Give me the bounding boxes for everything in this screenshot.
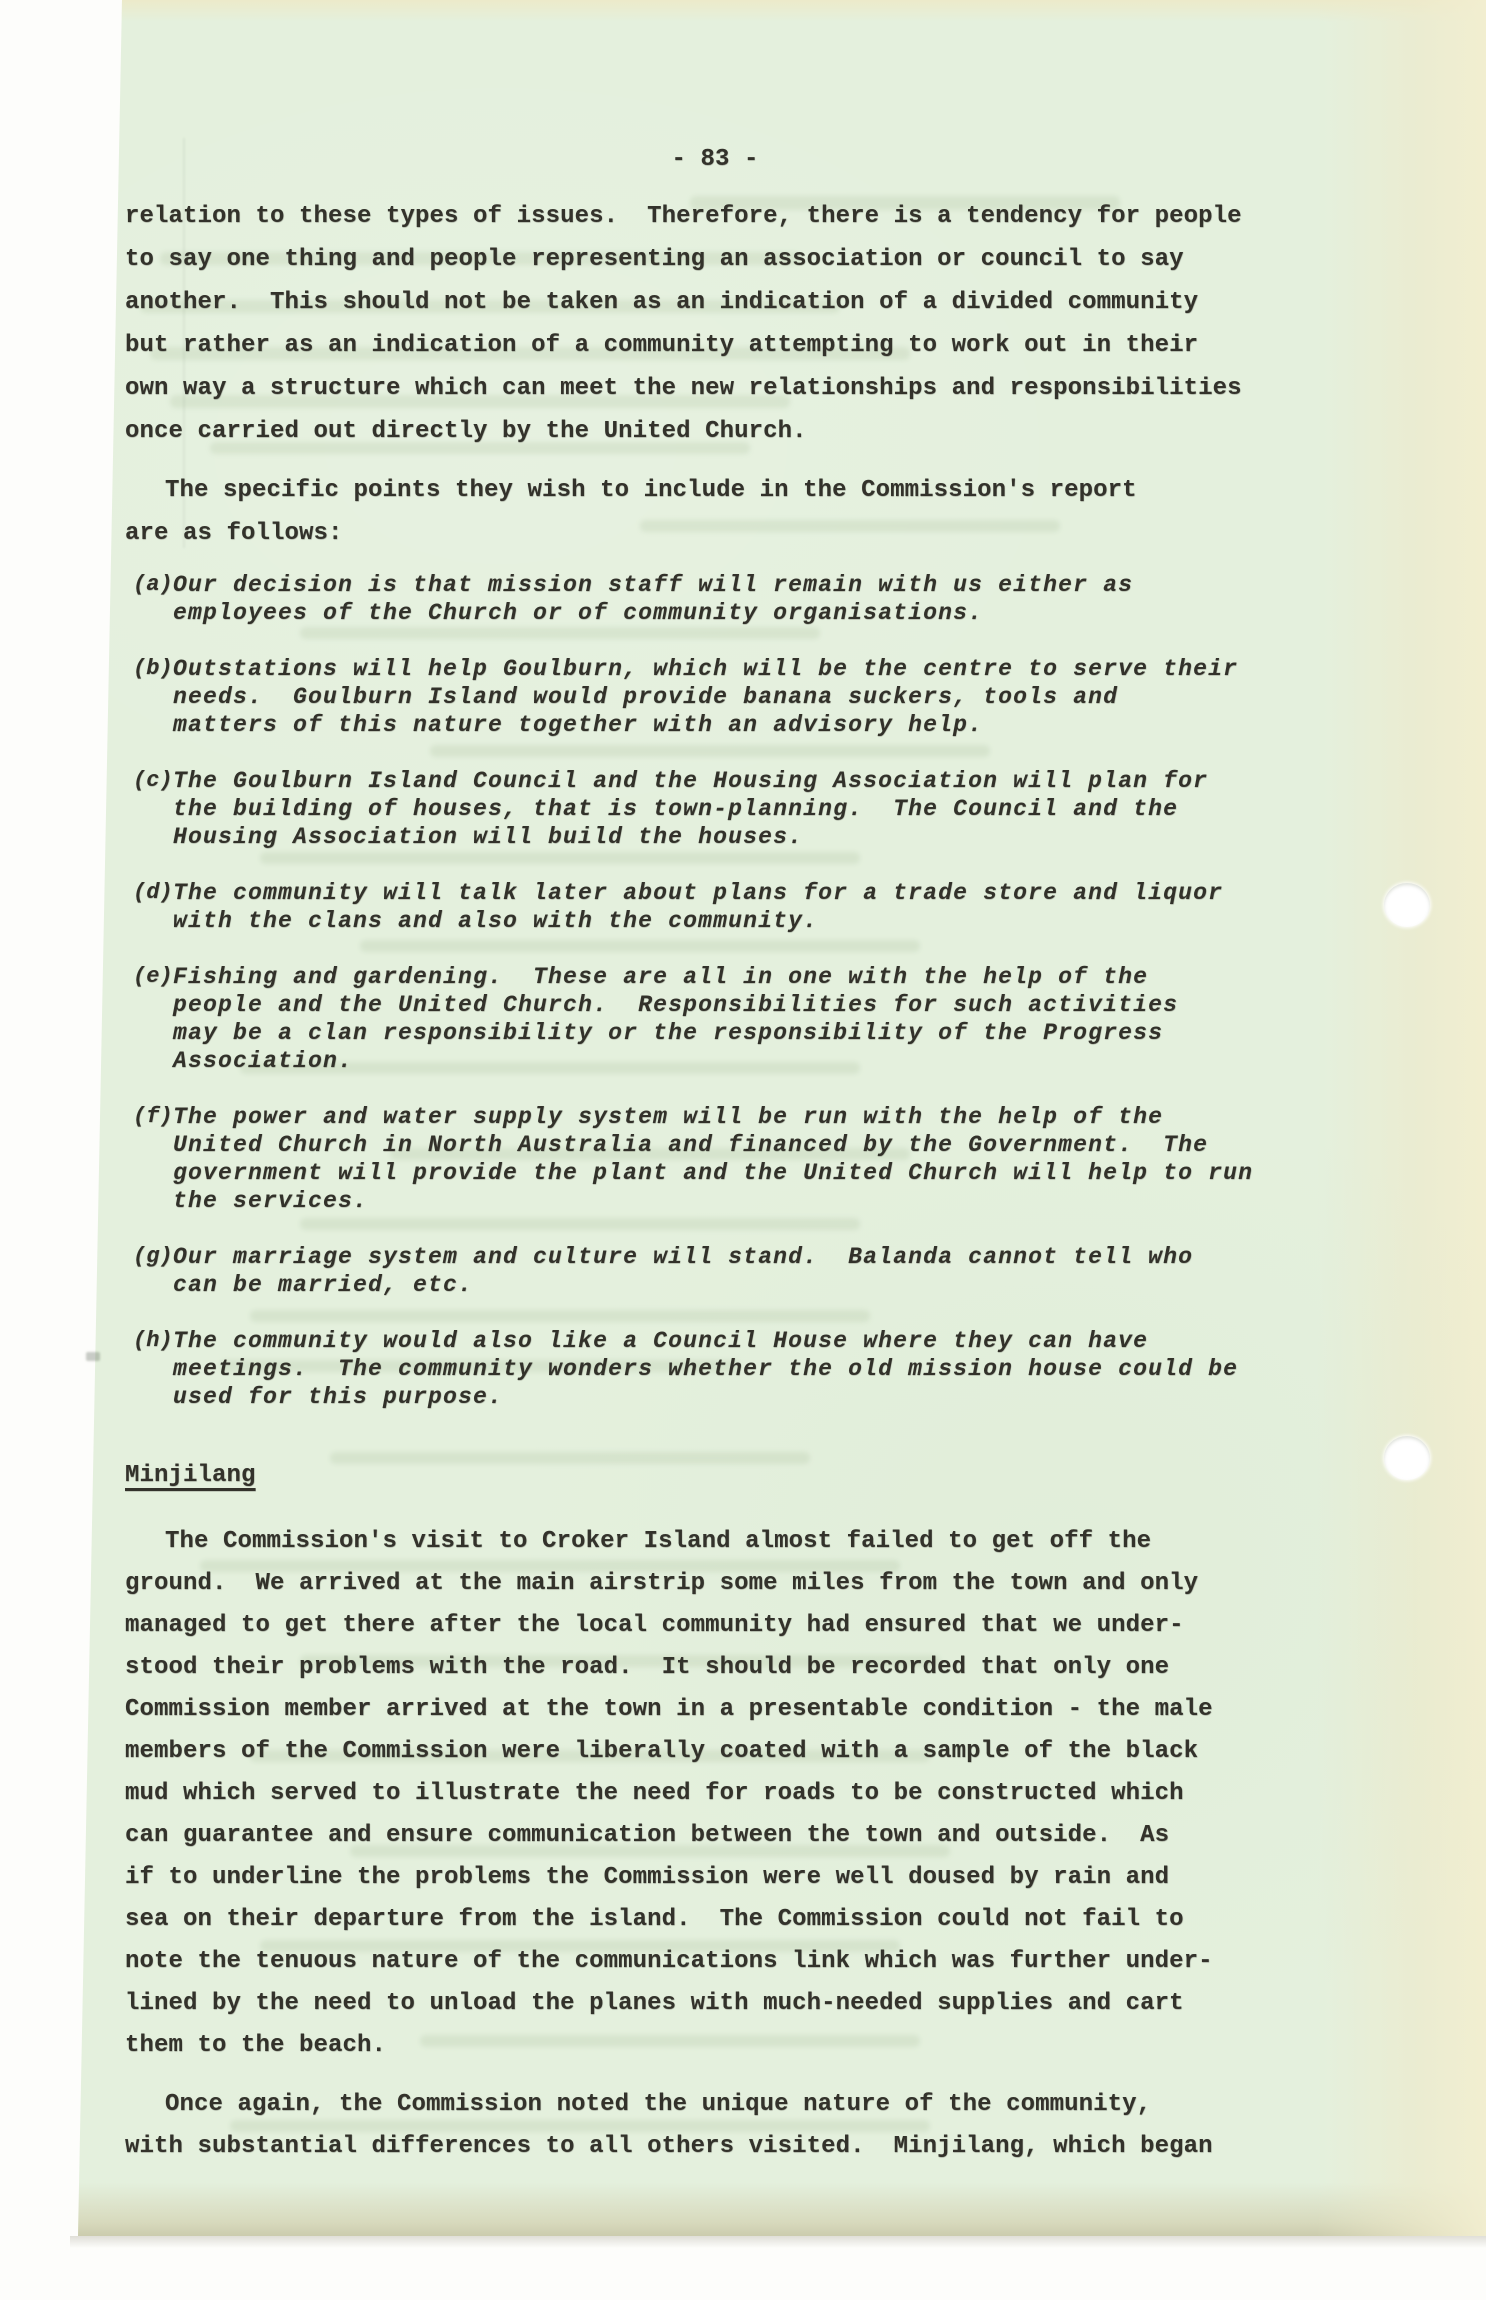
list-item-label: (f)	[133, 1104, 173, 1129]
list-item	[133, 572, 1293, 628]
section-heading-minjilang: Minjilang	[125, 1462, 256, 1489]
list-item-text: The community would also like a Council House where they can have meetings. The community wonders whether the old mission house could be used for this purpose.	[173, 1328, 1239, 1410]
page-number: - 83 -	[671, 146, 759, 173]
list-item-text: The community will talk later about plans for a trade store and liquor with the clans and also with the community.	[173, 880, 1224, 934]
list-item-text: Outstations will help Goulburn, which will be the centre to serve their needs. Goulburn Island would provide banana suckers, tools and matters of this nature together with an advisory help.	[173, 656, 1239, 738]
list-item	[133, 1104, 1293, 1216]
points-intro-paragraph: The specific points they wish to include in the Commission's report are as follows:	[125, 477, 1137, 547]
list-item-text: The power and water supply system will be run with the help of the United Church in North Australia and financed by the Government. The government will provide the plant and the United Church will help to run the services.	[173, 1104, 1254, 1214]
minjilang-paragraph-2: Once again, the Commission noted the unique nature of the community, with substantial differences to all others visited. Minjilang, which began	[125, 2091, 1213, 2160]
list-item-text: Our decision is that mission staff will remain with us either as employees of the Church or of community organisations.	[173, 572, 1134, 626]
list-item-text: Our marriage system and culture will stand. Balanda cannot tell who can be married, etc.	[173, 1244, 1194, 1298]
list-item-text: The Goulburn Island Council and the Housing Association will plan for the building of houses, that is town-planning. The Council and the Housing Association will build the houses.	[173, 768, 1209, 850]
list-item-label: (c)	[133, 768, 173, 793]
intro-paragraph: relation to these types of issues. Therefore, there is a tendency for people to say one thing and people representing an association or council to say another. This should not be taken as an indication of a divided community but rather as an indication of a community attempting to work out in their own way a structure which can meet the new relationships and responsibilities once carried out directly by the United Church.	[125, 203, 1242, 445]
list-item	[133, 1244, 1293, 1300]
list-item-text: Fishing and gardening. These are all in one with the help of the people and the United Church. Responsibilities for such activities may be a clan responsibility or the responsibility of the Progress Association.	[173, 964, 1179, 1074]
list-item	[133, 768, 1293, 852]
list-item-label: (g)	[133, 1244, 173, 1269]
points-list	[133, 572, 1293, 1440]
list-item	[133, 964, 1293, 1076]
list-item-label: (h)	[133, 1328, 173, 1353]
list-item-label: (b)	[133, 656, 173, 681]
list-item	[133, 880, 1293, 936]
minjilang-paragraph-1: The Commission's visit to Croker Island almost failed to get off the ground. We arrived at the main airstrip some miles from the town and only managed to get there after the local community had ensured that we under- stood their problems with the road. It should be recorded that only one Commission member arrived at the town in a presentable condition - the male members of the Commission were liberally coated with a sample of the black mud which served to illustrate the need for roads to be constructed which can guarantee and ensure communication between the town and outside. As if to underline the problems the Commission were well doused by rain and sea on their departure from the island. The Commission could not fail to note the tenuous nature of the communications link which was further under- lined by the need to unload the planes with much-needed supplies and cart them to the beach.	[125, 1528, 1213, 2059]
list-item	[133, 656, 1293, 740]
list-item-label: (e)	[133, 964, 173, 989]
list-item-label: (d)	[133, 880, 173, 905]
list-item	[133, 1328, 1293, 1412]
list-item-label: (a)	[133, 572, 173, 597]
